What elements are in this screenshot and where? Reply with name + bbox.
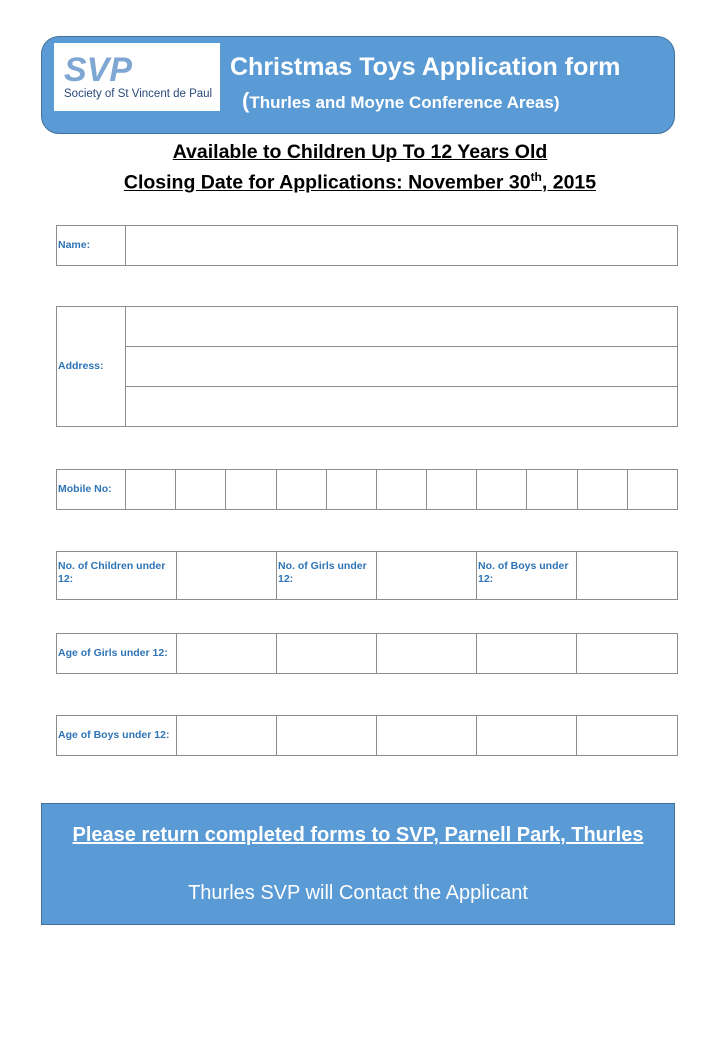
mobile-digit-field[interactable] (627, 470, 677, 510)
boys-age-table (56, 715, 678, 756)
mobile-digit-field[interactable] (577, 470, 627, 510)
girls-age-field[interactable] (577, 634, 678, 674)
mobile-digit-field[interactable] (176, 470, 226, 510)
mobile-digit-field[interactable] (326, 470, 376, 510)
mobile-digit-field[interactable] (126, 470, 176, 510)
girls-age-table (56, 633, 678, 674)
children-count-table (56, 551, 678, 600)
eligibility-notice: Available to Children Up To 12 Years Old (172, 141, 548, 163)
boys-age-field[interactable] (377, 716, 477, 756)
children-count-field[interactable] (177, 552, 277, 600)
address-line-1-field[interactable] (126, 307, 678, 347)
children-count-label: No. of Children under 12: (57, 552, 177, 600)
boys-age-field[interactable] (277, 716, 377, 756)
mobile-table (56, 469, 678, 510)
mobile-label: Mobile No: (57, 470, 126, 510)
return-instructions-box (41, 803, 675, 925)
name-label: Name: (57, 226, 126, 266)
mobile-digit-field[interactable] (276, 470, 326, 510)
girls-age-field[interactable] (377, 634, 477, 674)
svg-text:SVP: SVP (64, 53, 133, 85)
mobile-digit-field[interactable] (527, 470, 577, 510)
girls-age-field[interactable] (177, 634, 277, 674)
closing-date-notice: Closing Date for Applications: November 30th, 2015 (123, 170, 597, 194)
header-banner (41, 36, 675, 134)
girls-age-field[interactable] (477, 634, 577, 674)
boys-age-label: Age of Boys under 12: (57, 716, 177, 756)
mobile-digit-field[interactable] (376, 470, 426, 510)
logo-subtext: Society of St Vincent de Paul (64, 88, 213, 100)
boys-count-label: No. of Boys under 12: (477, 552, 577, 600)
boys-count-field[interactable] (577, 552, 678, 600)
girls-age-label: Age of Girls under 12: (57, 634, 177, 674)
boys-age-field[interactable] (477, 716, 577, 756)
mobile-digit-field[interactable] (477, 470, 527, 510)
svp-logo (54, 43, 220, 111)
form-title: Christmas Toys Application form (230, 53, 621, 81)
girls-count-label: No. of Girls under 12: (277, 552, 377, 600)
name-field[interactable] (126, 226, 678, 266)
name-table (56, 225, 678, 266)
boys-age-field[interactable] (177, 716, 277, 756)
contact-note-text: Thurles SVP will Contact the Applicant (188, 882, 528, 904)
mobile-digit-field[interactable] (226, 470, 276, 510)
address-label: Address: (57, 307, 126, 427)
address-line-3-field[interactable] (126, 387, 678, 427)
boys-age-field[interactable] (577, 716, 678, 756)
svp-logo-icon (64, 53, 134, 85)
mobile-digit-field[interactable] (427, 470, 477, 510)
address-table (56, 306, 678, 427)
form-subtitle: (Thurles and Moyne Conference Areas) (242, 88, 560, 113)
return-address-text: Please return completed forms to SVP, Parnell Park, Thurles (72, 824, 644, 846)
address-line-2-field[interactable] (126, 347, 678, 387)
girls-age-field[interactable] (277, 634, 377, 674)
girls-count-field[interactable] (377, 552, 477, 600)
